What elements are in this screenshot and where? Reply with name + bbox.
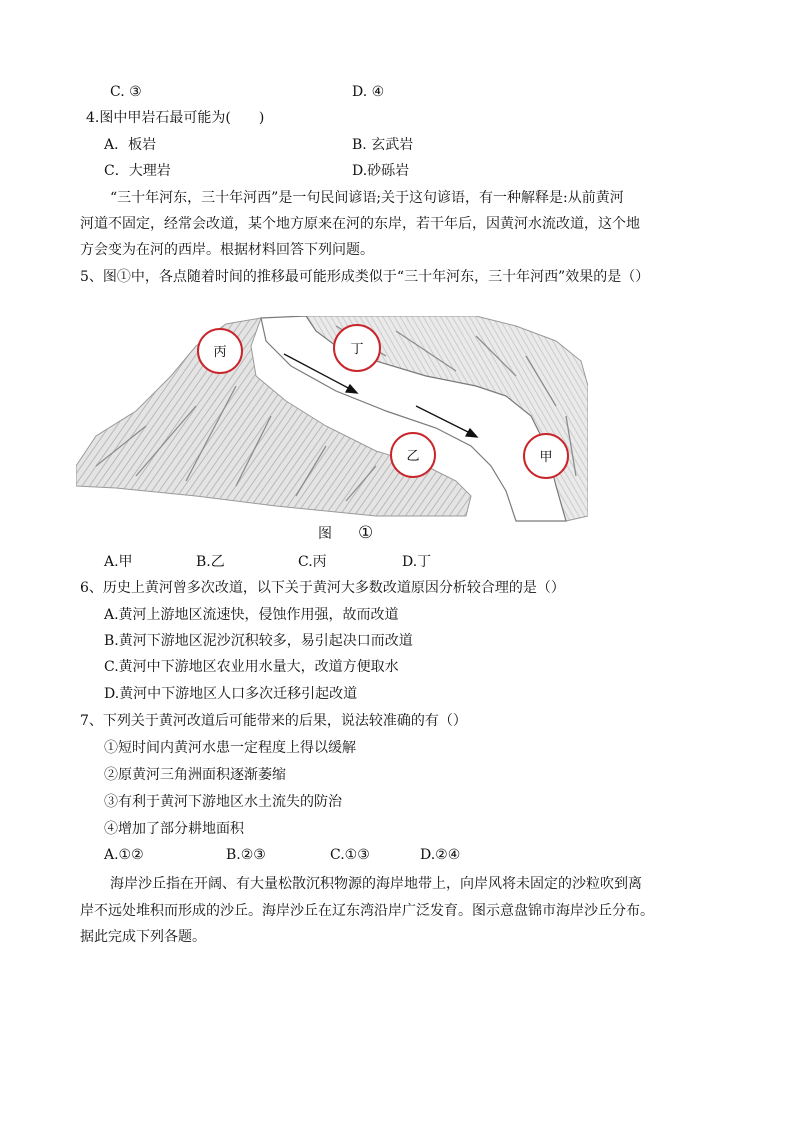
passage2-line-2: 岸不远处堆积而形成的沙丘。海岸沙丘在辽东湾沿岸广泛发育。图示意盘锦市海岸沙丘分布。 [80, 903, 654, 919]
label-bing: 丙 [213, 345, 227, 360]
q7-statement-3: ③有利于黄河下游地区水土流失的防治 [104, 794, 342, 810]
passage2-line-1: 海岸沙丘指在开阔、有大量松散沉积物源的海岸地带上，向岸风将未固定的沙粒吹到离 [110, 876, 642, 892]
q7-option-d: D.②④ [420, 847, 461, 863]
q7-statement-1: ①短时间内黄河水患一定程度上得以缓解 [104, 740, 356, 756]
label-jia: 甲 [539, 450, 553, 465]
label-circle-yi [391, 433, 435, 477]
q5-option-a: A.甲 [104, 554, 133, 570]
passage2-line-3: 据此完成下列各题。 [80, 929, 206, 945]
q6-option-a: A.黄河上游地区流速快，侵蚀作用强，故而改道 [104, 607, 399, 623]
q4-option-a: A．板岩 [104, 137, 157, 153]
q4-stem: 4.图中甲岩石最可能为( ) [86, 110, 265, 126]
q3-option-d: D. ④ [352, 84, 385, 100]
passage1-line-3: 方会变为在河的西岸。根据材料回答下列问题。 [80, 242, 374, 258]
q6-option-b: B.黄河下游地区泥沙沉积较多，易引起决口而改道 [104, 633, 413, 649]
river-map-illustration [76, 316, 588, 526]
q6-stem: 6、历史上黄河曾多次改道，以下关于黄河大多数改道原因分析较合理的是（） [80, 580, 565, 596]
q5-option-c: C.丙 [298, 554, 327, 570]
q7-option-c: C.①③ [330, 847, 370, 863]
q7-option-b: B.②③ [226, 847, 266, 863]
caption-word: 图 [318, 526, 332, 542]
q6-option-d: D.黄河中下游地区人口多次迁移引起改道 [104, 686, 358, 702]
label-circle-bing [198, 329, 242, 373]
label-ding: 丁 [350, 342, 364, 357]
passage1-line-2: 河道不固定，经常会改道，某个地方原来在河的东岸，若干年后，因黄河水流改道，这个地 [80, 216, 640, 232]
label-yi: 乙 [406, 449, 420, 464]
label-circle-ding [334, 325, 380, 371]
label-circle-jia [524, 434, 568, 478]
q5-option-b: B.乙 [196, 554, 225, 570]
river-diagram [76, 316, 588, 526]
q4-option-c: C．大理岩 [104, 163, 171, 179]
q4-option-b: B. 玄武岩 [352, 137, 414, 153]
q5-option-d: D.丁 [402, 554, 432, 570]
q5-stem: 5、图①中，各点随着时间的推移最可能形成类似于“三十年河东，三十年河西”效果的是（） [80, 269, 650, 285]
caption-number: ① [358, 523, 374, 543]
q7-statement-4: ④增加了部分耕地面积 [104, 821, 244, 837]
passage1-line-1: “三十年河东，三十年河西”是一句民间谚语;关于这句谚语，有一种解释是:从前黄河 [110, 190, 624, 206]
figure-caption [318, 523, 373, 543]
q6-option-c: C.黄河中下游地区农业用水量大，改道方便取水 [104, 659, 399, 675]
q4-option-d: D.砂砾岩 [352, 163, 410, 179]
q7-statement-2: ②原黄河三角洲面积逐渐萎缩 [104, 767, 286, 783]
q7-stem: 7、下列关于黄河改道后可能带来的后果，说法较准确的有（） [80, 713, 467, 729]
q3-option-c: C. ③ [110, 84, 142, 100]
q7-option-a: A.①② [104, 847, 144, 863]
